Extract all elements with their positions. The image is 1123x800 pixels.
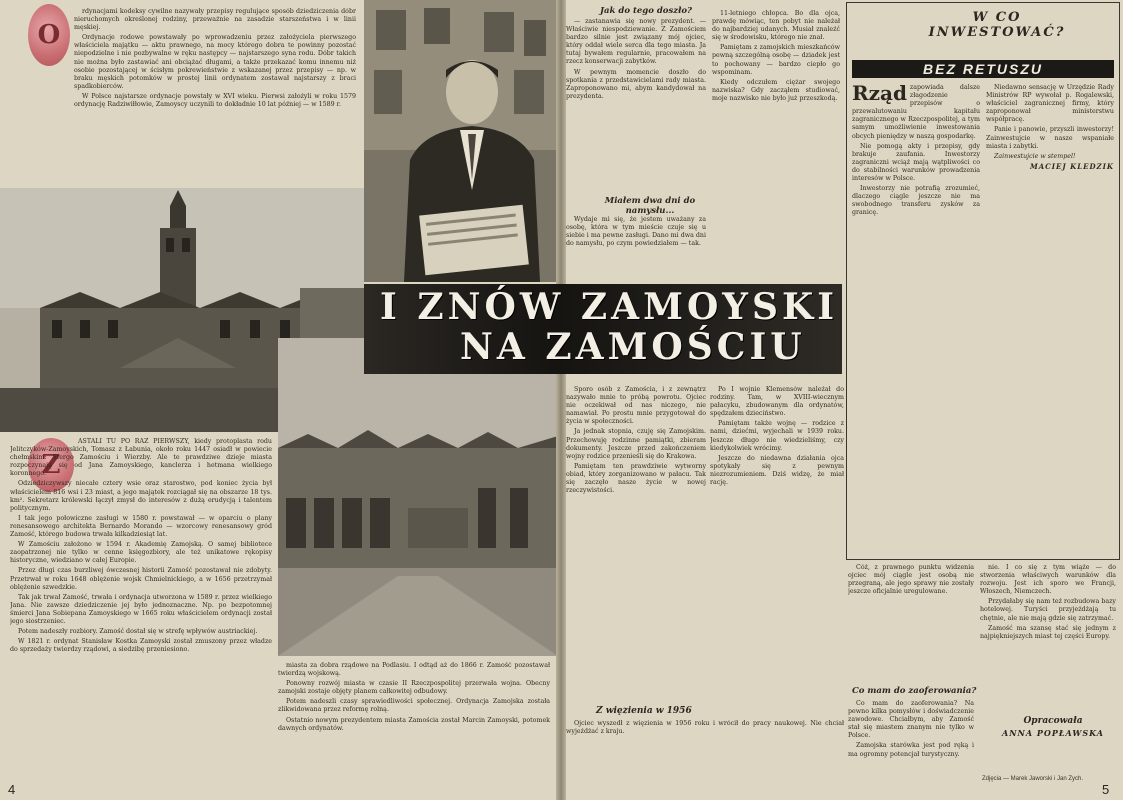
history-paragraph: Potem nadeszły rozbiory. Zamość dostał się w strefę wpływów austriackiej.	[18, 628, 258, 636]
sidebar-paragraph: Nie pomogą akty i przepisy, gdy brakuje zaufania. Inwestorzy zagraniczni wciąż mają wątpliwości co do stabilności warunków prowadzenia interesów w Polsce.	[852, 142, 980, 183]
portrait-photo	[364, 0, 556, 282]
interview-paragraph: nie. I co się z tym wiąże — do stworzenia właściwych warunków dla rozwoju. Jest ich sporo we Francji, Włoszech, Niemczech.	[980, 564, 1116, 596]
bottom-paragraph: Potem nadeszli czasy sprawiedliwości społecznej. Ordynacja Zamojska została zlikwidowana przez reformę rolną.	[278, 698, 550, 714]
bottom-paragraph: miasta za dobra rządowe na Podlasiu. I odtąd aż do 1866 r. Zamość pozostawał twierdzą wojskową.	[278, 662, 550, 678]
subheading-offer: Co mam do zaoferowania?	[852, 686, 977, 696]
interview-paragraph: 11-letniego chłopca. Bo dla ojca, prawdę mówiąc, ten pobyt nie należał do najbardziej udanych. Musiał znaleźć się w środowisku, którego nie znał.	[712, 10, 840, 42]
interview-paragraph: Pamiętam z zamojskich mieszkańców pewną szczególną osobę — dziadek jest to pochowany — bardzo ciepło go wspominam.	[712, 44, 840, 76]
crest-letter-middle: Z	[41, 450, 61, 480]
history-paragraph: Tak jak trwał Zamość, trwała i ordynacja utworzona w 1589 r. przez wielkiego Jana. Nie zawsze dziedziczenie jej było jednoznaczne. Np. po bezpotomnej śmierci Jana Sobiepana Zamoyskiego w 1665 roku właścicielem ordynacji został jego siostrzeniec.	[10, 593, 272, 625]
history-paragraph: W 1821 r. ordynat Stanisław Kostka Zamoyski został zmuszony przez władze do sprzedaży twierdzy rządowi, a siedzibę przeniesiono.	[10, 638, 272, 654]
sidebar-column-left	[852, 84, 980, 554]
interview-paragraph: Przydałaby się nam też rozbudowa bazy hotelowej. Turyści przyjeżdżają tu chętnie, ale nie mają gdzie się zatrzymać.	[980, 598, 1116, 622]
headline-line-2: NA ZAMOŚCIU	[460, 326, 806, 368]
sidebar-paragraph: Inwestorzy nie potrafią zrozumieć, dlaczego ciągle jeszcze nie ma swobodnego transferu zysków za granicę.	[852, 185, 980, 217]
byline-name: ANNA POPŁAWSKA	[1002, 728, 1104, 738]
headline-line-1: I ZNÓW ZAMOYSKI	[380, 286, 839, 328]
interview-paragraph: Cóż, z prawnego punktu widzenia ojciec mój ciągle jest osobą nie przegraną, ale jego sprawy nie zostały jeszcze oficjalnie uregulowane.	[848, 564, 974, 596]
bottom-paragraph: Ponowny rozwój miasta w czasie II Rzeczpospolitej przerwała wojna. Obecny zamojski zostaje objęty planem całkowitej odbudowy.	[278, 680, 550, 696]
interview-paragraph: Pamiętam ten prawdziwie wytworny obiad, który zorganizowano w pałacu. Tak się zaczęło nasze życie w nowej rzeczywistości.	[566, 462, 706, 495]
interview-column-1	[566, 18, 706, 202]
interview-paragraph: Ojciec wyszedł z więzienia w 1956 roku i wrócił do pracy naukowej. Nie chciał wyjeżdżać z kraju.	[566, 720, 844, 736]
crest-emblem-top	[28, 4, 70, 66]
interview-paragraph: Jeszcze do niedawna działania ojca spotykały się z pewnym niezrozumieniem. Dziś widzę, że miał rację.	[710, 454, 844, 487]
subheading-how: Jak do tego doszło?	[600, 6, 693, 16]
sidebar-column-right	[986, 84, 1114, 554]
bottom-paragraph: Ostatnio nowym prezydentem miasta Zamościa został Marcin Zamoyski, potomek dawnych ordynatów.	[278, 716, 550, 732]
history-paragraph: I tak jego połowiczne zasługi w 1580 r. powstawał — w oparciu o plany renesansowego architekta Bernardo Morando — wzorcowy renesansowy gród Zamość, którego budowa trwała kilkadziesiąt lat.	[10, 514, 272, 539]
sidebar-paragraph: Panie i panowie, przyszli inwestorzy! Zainwestujcie w nasze wspaniałe miasta i zabytki.	[986, 126, 1114, 150]
interview-paragraph: Pamiętam także wojnę — rodzice z nami, dziećmi, wyjechali w 1939 roku. Jeszcze długo nie wiedzieliśmy, czy kiedykolwiek wrócimy.	[710, 420, 844, 452]
sidebar-closing: Zainwestujcie w stempel!	[994, 152, 1076, 160]
interview-paragraph: Zamość ma szansę stać się jednym z najpiękniejszych miast tej części Europy.	[980, 624, 1116, 640]
subheading-prison: Z więzienia w 1956	[596, 706, 692, 716]
photo-credit: Zdjęcia — Marek Jaworski i Jan Zych.	[982, 776, 1084, 782]
subheading-two-days: Miałem dwa dni do namysłu...	[604, 196, 696, 216]
history-paragraph: W Zamościu założono w 1594 r. Akademię Zamojską. O samej bibliotece zaopatrzonej nie tylko w cenne księgozbiory, ale też unikatowe rękopisy historyczne, wiedziano w całej Europie.	[10, 541, 272, 565]
interview-paragraph: Kiedy odczułem ciężar swojego nazwiska? Gdy zacząłem studiować, moje nazwisko nie było już przeszkodą.	[712, 78, 840, 102]
interview-paragraph: — zastanawia się nowy prezydent. — Właściwie niespodziewanie. Z Zamościem bardzo silnie jest związany mój ojciec, który oddał wiele serca dla tego miasta. Ja tutaj bywałem regularnie, pracowałem na rzecz konserwacji zabytków.	[566, 18, 706, 66]
interview-column-4	[710, 386, 844, 686]
interview-column-6	[980, 564, 1116, 714]
interview-paragraph: Wydaje mi się, że jestem uważany za osobę, która w tym mieście czuje się u siebie i ma pewne zasługi. Dano mi dwa dni do namysłu, po czym powiedziałem — tak.	[566, 216, 706, 248]
page-gutter	[556, 0, 566, 800]
page-number-right: 5	[1102, 782, 1110, 797]
byline	[990, 716, 1116, 738]
sidebar-banner: BEZ RETUSZU	[852, 60, 1114, 78]
interview-paragraph: Sporo osób z Zamościa, i z zewnątrz nazywało mnie to próbą powrotu. Ojciec nie oczekiwał od nas niczego, nie namawiał. Po prostu mnie przygotował do życia w społeczności.	[566, 386, 706, 426]
sidebar-paragraph: Niedawno sensację w Urzędzie Rady Ministrów RP wywołał p. Rogalewski, właściciel zagranicznej firmy, który zaproponował ministerstwu współpracę.	[986, 84, 1114, 124]
history-column	[10, 438, 272, 780]
interview-paragraph: Ja jednak stopnia, czuję się Zamojskim. Przechowuję rodzinne pamiątki, zbieram dokumenty. Jeszcze przed zakończeniem wojny rodzice przenieśli się do Krakowa.	[566, 428, 706, 460]
sidebar-lead-paragraph	[852, 84, 980, 141]
intro-column	[74, 8, 356, 184]
bottom-column	[278, 662, 550, 792]
history-paragraph: Przez długi czas burzliwej ówczesnej historii Zamość pozostawał nie zdobyty. Przetrwał w roku 1648 oblężenie wojsk Chmielnickiego, a w 1656 przetrzymał oblężenie szwedzkie.	[10, 567, 272, 591]
intro-paragraph: Ordynacje rodowe powstawały po wprowadzeniu przez założyciela pierwszego właściciela majątku — aktu prawnego, na mocy którego dobra te powinny pozostać niepodzielne i nie pozbywalne w ręku następcy — najstarszego syna rodu. Dóbr takich nie można było zastawiać ani obciążać długami, a także przekazać komu innemu niż osobie pozostającej w ścisłym pokrewieństwie z wskazanej przez przepisy — np. w braku męskich potomków w prostej linii ordynatem zostawał najstarszy z braci spadkobierców.	[74, 34, 356, 90]
interview-paragraph: Po I wojnie Klemensów należał do rodziny. Tam, w XVIII-wiecznym pałacyku, zbudowanym dla ordynatów, spędzałem dzieciństwo.	[710, 386, 844, 418]
interview-paragraph: W pewnym momencie doszło do spotkania z przedstawicielami rady miasta. Zaproponowano mi, abym kandydował na prezydenta.	[566, 68, 706, 100]
history-paragraph: Odziedziczywszy niecałe cztery wsie oraz starostwo, pod koniec życia był właścicielem 816 wsi i 23 miast, a jego majątek rozciągał się na obszarze 18 tys. km². Sekretarz królewski łączył zmysł do interesów z dużą erudycją i talentem politycznym.	[10, 480, 272, 512]
sidebar-lead-text: zapowiada dalsze złagodzenie przepisów o przewalutowaniu kapitału zagranicznego w Rzeczpospolitej, a tym samym umożliwienie inwestowania obcych pieniędzy w naszą gospodarkę.	[852, 84, 980, 140]
history-paragraph: ASTALI TU PO RAZ PIERWSZY, kiedy protoplasta rodu Jelitczyków-Zamoyskich, Tomasz z Łabunia, około roku 1447 osiadł w powiecie chełmskim: Stergo Zamościu i Wierzby. Ale te prawdziwe dzieje miasta rozpoczynają się od Jana Zamoyskiego, kanclerza i hetmana wielkiego koronnego.	[10, 438, 272, 478]
interview-column-3	[566, 386, 706, 688]
sidebar-kicker: W CO INWESTOWAĆ?	[928, 10, 1066, 40]
interview-column-2	[712, 10, 840, 230]
page-number-left: 4	[8, 782, 16, 797]
interview-column-4-bottom	[566, 720, 844, 794]
interview-column-1b	[566, 216, 706, 278]
interview-paragraph: Zamojska starówka jest pod ręką i ma ogromny potencjał turystyczny.	[848, 742, 974, 758]
intro-paragraph: rdynacjami kodeksy cywilne nazywały przepisy regulujące sposób dziedziczenia dóbr nieruchomych określonej rodziny, przewaźnie na zasadzie starszeństwa i w linii męskiej.	[74, 8, 356, 32]
market-square-photo	[278, 338, 558, 656]
interview-column-5b	[848, 700, 974, 794]
crest-letter-top: O	[37, 20, 61, 50]
sidebar-signature: MACIEJ KLEDZIK	[1030, 161, 1114, 171]
interview-paragraph: Co mam do zaoferowania? Na pewno kilka pomysłów i doświadczenie zawodowe. Chciałbym, aby Zamość stał się miastem znanym nie tylko w Polsce.	[848, 700, 974, 740]
byline-label: Opracowała	[1023, 716, 1083, 726]
sidebar-lead-word: Rząd	[852, 84, 907, 105]
intro-paragraph: W Polsce najstarsze ordynacje powstały w XVI wieku. Pierwsi założyli w roku 1579 ordynację Radziwiłłowie, Zamoyscy uczynili to dokładnie 10 lat później — w 1589 r.	[74, 92, 356, 109]
